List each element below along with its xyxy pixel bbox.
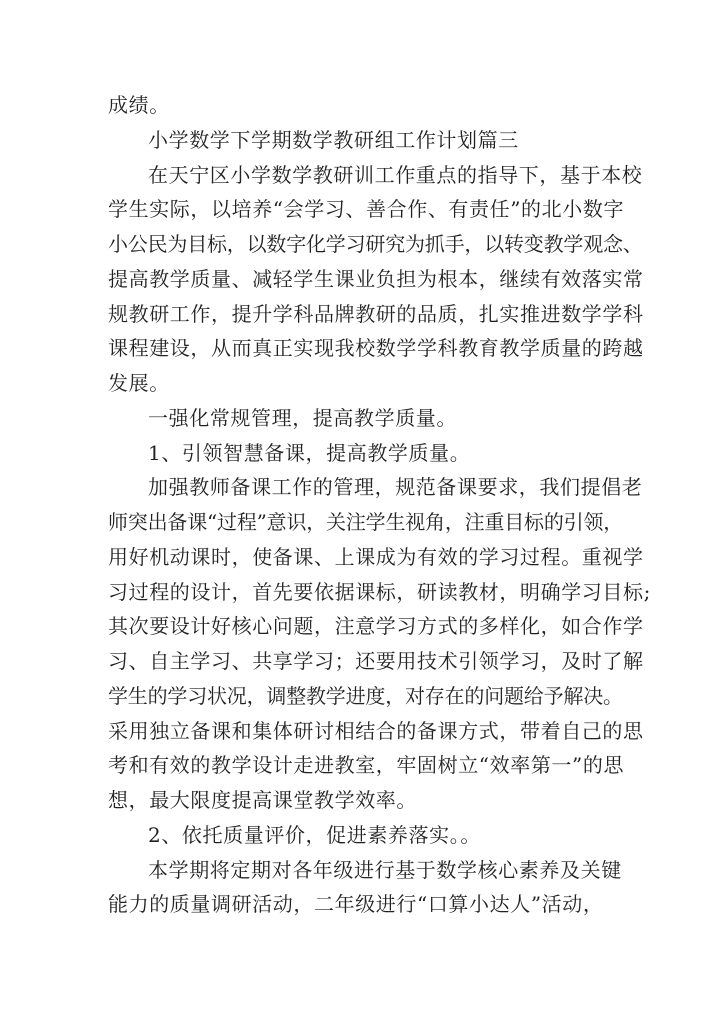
item-heading: 2、依托质量评价，促进素养落实。。 <box>148 822 481 847</box>
text-line: 学生的学习状况，调整教学进度，对存在的问题给予解决。 <box>108 683 623 708</box>
section-heading: 小学数学下学期数学教研组工作计划篇三 <box>148 127 519 152</box>
text-line: 能力的质量调研活动，二年级进行“口算小达人”活动， <box>108 892 604 917</box>
text-line: 习、自主学习、共享学习；还要用技术引领学习，及时了解 <box>108 649 644 673</box>
text-line: 提高教学质量、减轻学生课业负担为根本，继续有效落实常 <box>108 266 644 291</box>
text-line: 想，最大限度提高课堂教学效率。 <box>108 788 417 812</box>
text-line: 规教研工作，提升学科品牌教研的品质，扎实推进数学学科 <box>108 301 644 326</box>
subsection-heading: 一强化常规管理，提高教学质量。 <box>148 405 457 430</box>
text-line: 用好机动课时，使备课、上课成为有效的学习过程。重视学 <box>108 544 644 569</box>
text-line: 习过程的设计，首先要依据课标，研读教材，明确学习目标; <box>108 579 651 604</box>
paragraph-first-line: 加强教师备课工作的管理，规范备课要求，我们提倡老 <box>148 475 643 500</box>
document-body <box>108 88 651 922</box>
text-line: 学生实际，以培养“会学习、善合作、有责任”的北小数字 <box>108 197 625 222</box>
text-line: 考和有效的教学设计走进教室，牢固树立“效率第一”的思 <box>108 753 625 778</box>
text-line: 采用独立备课和集体研讨相结合的备课方式，带着自己的思 <box>108 718 644 743</box>
text-line: 课程建设，从而真正实现我校数学学科教育教学质量的跨越 <box>108 336 644 361</box>
text-line: 发展。 <box>108 371 170 395</box>
text-line: 师突出备课“过程”意识，关注学生视角，注重目标的引领， <box>108 510 624 534</box>
text-line: 成绩。 <box>108 93 170 117</box>
text-line: 小公民为目标，以数字化学习研究为抓手，以转变教学观念、 <box>108 232 643 256</box>
paragraph-first-line: 本学期将定期对各年级进行基于数学核心素养及关键 <box>148 857 622 882</box>
item-heading: 1、引领智慧备课，提高教学质量。 <box>148 440 471 465</box>
text-line: 其次要设计好核心问题，注意学习方式的多样化，如合作学 <box>108 614 644 639</box>
paragraph-first-line: 在天宁区小学数学教研训工作重点的指导下，基于本校 <box>148 162 643 187</box>
